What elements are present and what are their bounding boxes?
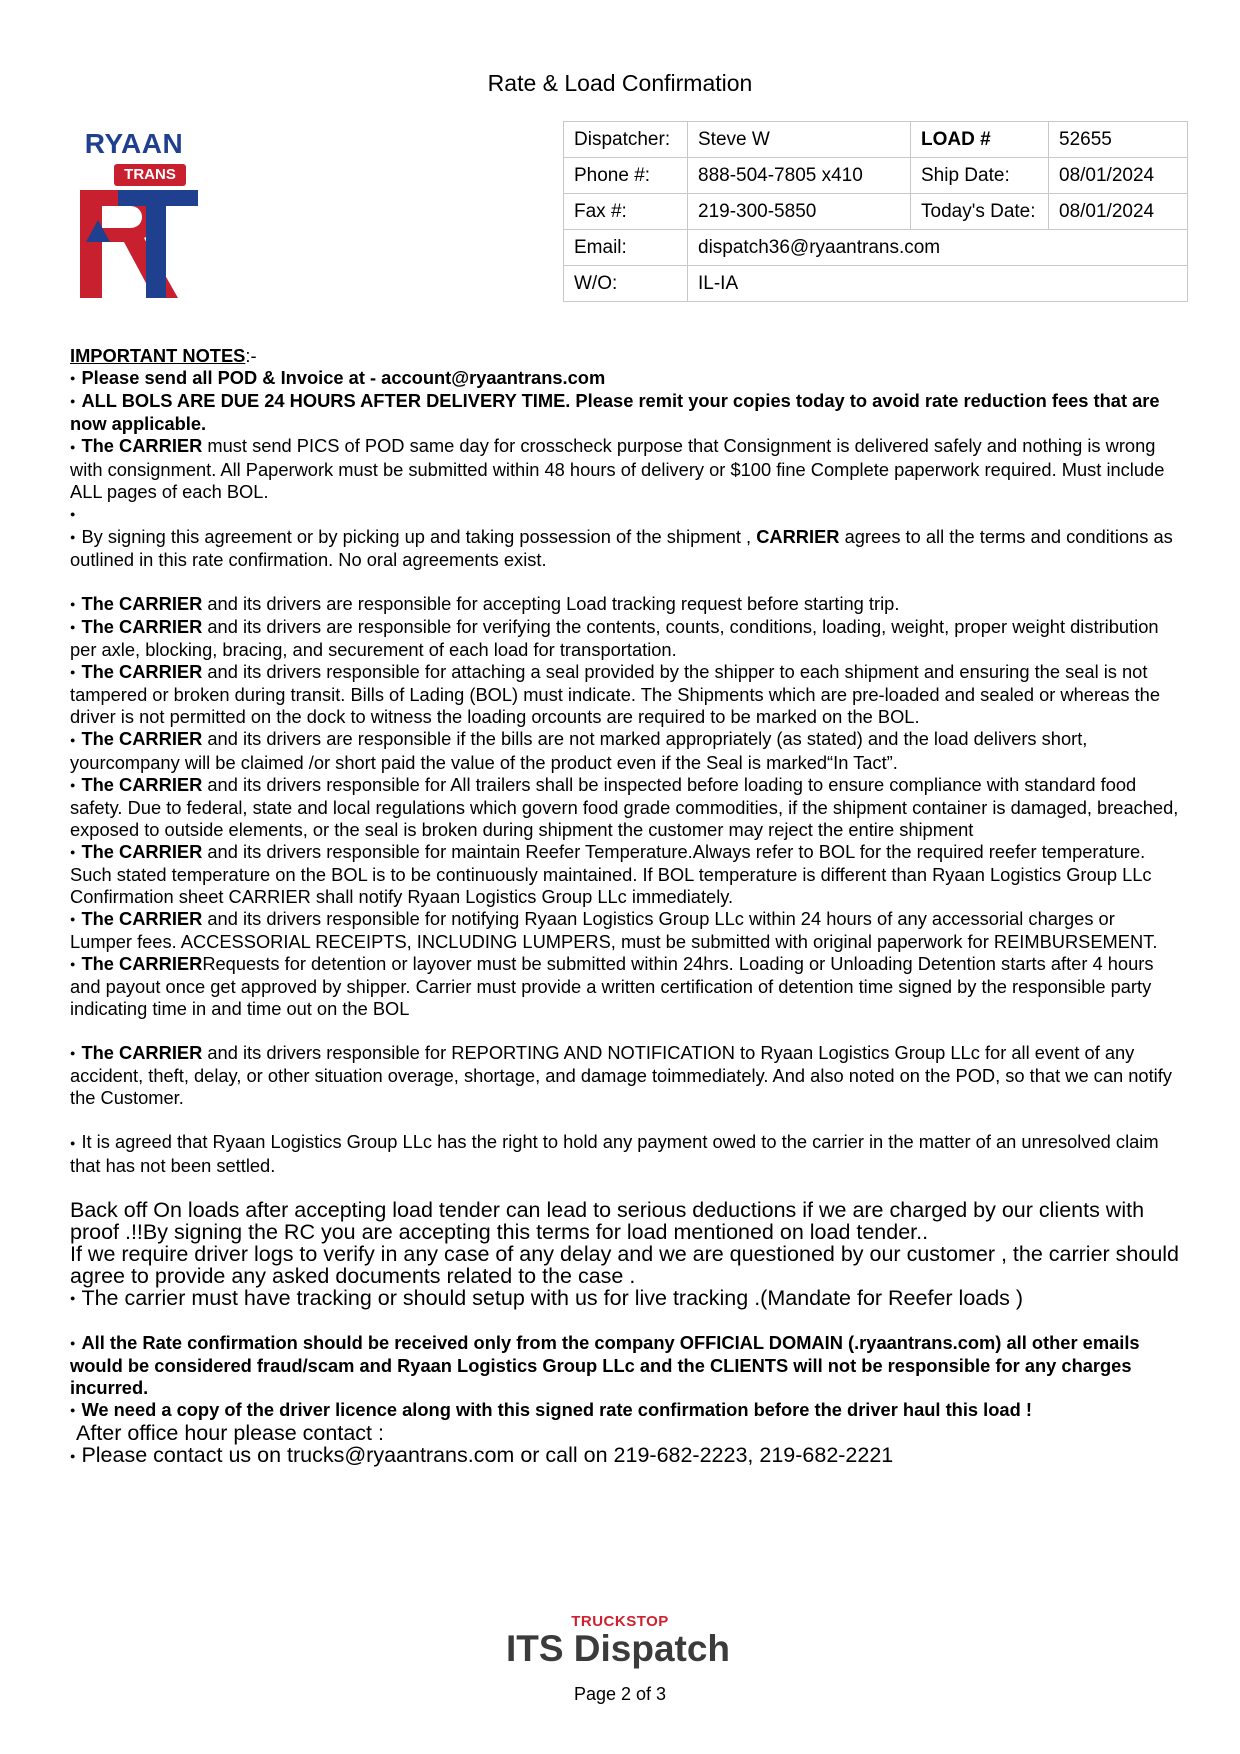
notes-header: [70, 345, 1180, 367]
notes-header-suffix: :-: [245, 345, 257, 366]
note-item: ● The carrier must have tracking or should setup with us for live tracking .(Mandate for Reefer loads ): [70, 1287, 1180, 1310]
table-row: [564, 194, 1188, 230]
note-text: and its drivers responsible for All trailers shall be inspected before loading to ensure compliance with standard food safety. Due to federal, state and local regulations which govern food grade commodities, if the shipment container is damaged, breached, exposed to outside elements, or the seal is broken during shipment the customer may reject the entire shipment: [70, 773, 1179, 840]
wo-label: W/O:: [564, 266, 688, 302]
carrier-label: The CARRIER: [81, 907, 203, 929]
carrier-label: The CARRIER: [81, 1042, 203, 1064]
table-row: [564, 122, 1188, 158]
note-paragraph: After office hour please contact :: [76, 1421, 384, 1446]
logo-name: RYAAN: [84, 128, 184, 159]
note-text: must send PICS of POD same day for crosscheck purpose that Consignment is delivered safely and nothing is wrong with consignment. All Paperwork must be submitted within 48 hours of delivery or $100 fine Complete paperwork required. Must include ALL pages of each BOL.: [70, 435, 1165, 502]
carrier-label: The CARRIER: [81, 592, 203, 614]
note-paragraph: If we require driver logs to verify in any case of any delay and we are questioned by our customer , the carrier should agree to provide any asked documents related to the case .: [70, 1241, 1180, 1288]
note-paragraph: Back off On loads after accepting load tender can lead to serious deductions if we are charged by our clients with proof .!!By signing the RC you are accepting this terms for load mentioned on load tender..: [70, 1197, 1145, 1244]
note-text: and its drivers responsible for attaching a seal provided by the shipper to each shipment and ensuring the seal is not tampered or broken during transit. Bills of Lading (BOL) must indicate. The Shipments which are pre-loaded and sealed or whereas the driver is not permitted on the dock to witness the loading orcounts are required to be marked on the BOL.: [70, 661, 1161, 728]
load-number-label: LOAD #: [911, 122, 1049, 158]
ship-date-value: 08/01/2024: [1049, 158, 1188, 194]
note-item: ● All the Rate confirmation should be received only from the company OFFICIAL DOMAIN (.ryaantrans.com) all other emails would be considered fraud/scam and Ryaan Logistics Group LLc and the CLIENTS will not be responsible for any charges incurred.: [70, 1332, 1180, 1399]
spacer: [70, 571, 1180, 593]
note-item: ● Please contact us on trucks@ryaantrans.com or call on 219-682-2223, 219-682-2221: [70, 1444, 1180, 1467]
rt-monogram-icon: [66, 176, 202, 308]
page-number: Page 2 of 3: [573, 1684, 667, 1704]
carrier-label: The CARRIER: [81, 435, 203, 457]
load-number-value: 52655: [1049, 122, 1188, 158]
table-row: [564, 266, 1188, 302]
carrier-label: CARRIER: [756, 525, 840, 547]
phone-value: 888-504-7805 x410: [688, 158, 911, 194]
note-text: and its drivers are responsible if the bills are not marked appropriately (as stated) and the load delivers short, yourcompany will be claimed /or short paid the value of the product even if the Seal is marked“In Tact”.: [70, 728, 1088, 773]
logo-badge: TRANS: [114, 164, 186, 186]
note-item: [70, 526, 1180, 571]
note-item: [70, 774, 1180, 841]
note-item-empty: [70, 503, 1180, 526]
note-text: and its drivers responsible for maintain Reefer Temperature.Always refer to BOL for the required reefer temperature. Such stated temperature on the BOL is to be continuously maintained. If BOL temperature is different than Ryaan Logistics Group LLc Confirmation sheet CARRIER shall notify Ryaan Logistics Group LLc immediately.: [70, 840, 1152, 907]
important-notes: [70, 345, 1180, 1468]
carrier-label: The CARRIER: [81, 773, 203, 795]
note-item: [70, 1042, 1180, 1109]
page-title: Rate & Load Confirmation: [487, 70, 753, 96]
note-item: [70, 435, 1180, 502]
table-row: [564, 158, 1188, 194]
note-text: and its drivers responsible for notifying Ryaan Logistics Group LLc within 24 hours of any accessorial charges or Lumper fees. ACCESSORIAL RECEIPTS, INCLUDING LUMPERS, must be submitted with original paperwork for REIMBURSEMENT.: [70, 907, 1158, 953]
email-value[interactable]: dispatch36@ryaantrans.com: [688, 230, 1188, 266]
carrier-label: The CARRIER: [81, 953, 203, 975]
note-item: [70, 728, 1180, 773]
wo-value: IL-IA: [688, 266, 1188, 302]
note-item: ● ALL BOLS ARE DUE 24 HOURS AFTER DELIVERY TIME. Please remit your copies today to avoid rate reduction fees that are now applicable.: [70, 390, 1180, 435]
footer-brand-logo: [0, 1613, 1240, 1668]
footer-brand-small: TRUCKSTOP: [571, 1613, 669, 1630]
spacer: [70, 1020, 1180, 1042]
note-item: ● It is agreed that Ryaan Logistics Group LLc has the right to hold any payment owed to the carrier in the matter of an unresolved claim that has not been settled.: [70, 1131, 1180, 1176]
dispatcher-label: Dispatcher:: [564, 122, 688, 158]
carrier-label: The CARRIER: [81, 616, 203, 638]
ship-date-label: Ship Date:: [911, 158, 1049, 194]
spacer: [70, 1310, 1180, 1332]
carrier-label: The CARRIER: [81, 728, 203, 750]
company-logo: [66, 128, 202, 308]
table-row: [564, 230, 1188, 266]
carrier-label: The CARRIER: [81, 840, 203, 862]
note-text: Requests for detention or layover must be submitted within 24hrs. Loading or Unloading Detention starts after 4 hours and payout once get approved by shipper. Carrier must provide a written certification of detention time signed by the responsible party indicating time in and time out on the BOL: [70, 953, 1154, 1020]
phone-label: Phone #:: [564, 158, 688, 194]
email-label: Email:: [564, 230, 688, 266]
note-text: and its drivers responsible for REPORTING AND NOTIFICATION to Ryaan Logistics Group LLc for all event of any accident, theft, delay, or other situation overage, shortage, and damage toimmediately. And also noted on the POD, so that we can notify the Customer.: [70, 1042, 1172, 1109]
fax-label: Fax #:: [564, 194, 688, 230]
load-info-table: [563, 121, 1188, 302]
note-item: ● Please send all POD & Invoice at - account@ryaantrans.com: [70, 367, 1180, 390]
note-item: ● We need a copy of the driver licence along with this signed rate confirmation before the driver haul this load !: [70, 1399, 1180, 1422]
note-item: [70, 841, 1180, 908]
note-text: and its drivers are responsible for verifying the contents, counts, conditions, loading, weight, proper weight distribution per axle, blocking, bracing, and securement of each load for transportation.: [70, 616, 1159, 661]
spacer: [70, 1177, 1180, 1199]
note-item: [70, 616, 1180, 661]
notes-header-text: IMPORTANT NOTES: [70, 345, 246, 366]
note-text: agrees to all the terms and conditions as outlined in this rate confirmation. No oral agreements exist.: [70, 525, 1173, 570]
note-item: [70, 908, 1180, 953]
footer-brand-large: ITS Dispatch: [505, 1628, 731, 1669]
spacer: [70, 1109, 1180, 1131]
todays-date-label: Today's Date:: [911, 194, 1049, 230]
note-text: By signing this agreement or by picking up and taking possession of the shipment ,: [81, 525, 757, 547]
note-item: [70, 661, 1180, 728]
note-text: and its drivers are responsible for accepting Load tracking request before starting trip.: [202, 592, 900, 614]
fax-value: 219-300-5850: [688, 194, 911, 230]
note-item: [70, 953, 1180, 1020]
note-item: [70, 593, 1180, 616]
todays-date-value: 08/01/2024: [1049, 194, 1188, 230]
carrier-label: The CARRIER: [81, 661, 203, 683]
dispatcher-value: Steve W: [688, 122, 911, 158]
